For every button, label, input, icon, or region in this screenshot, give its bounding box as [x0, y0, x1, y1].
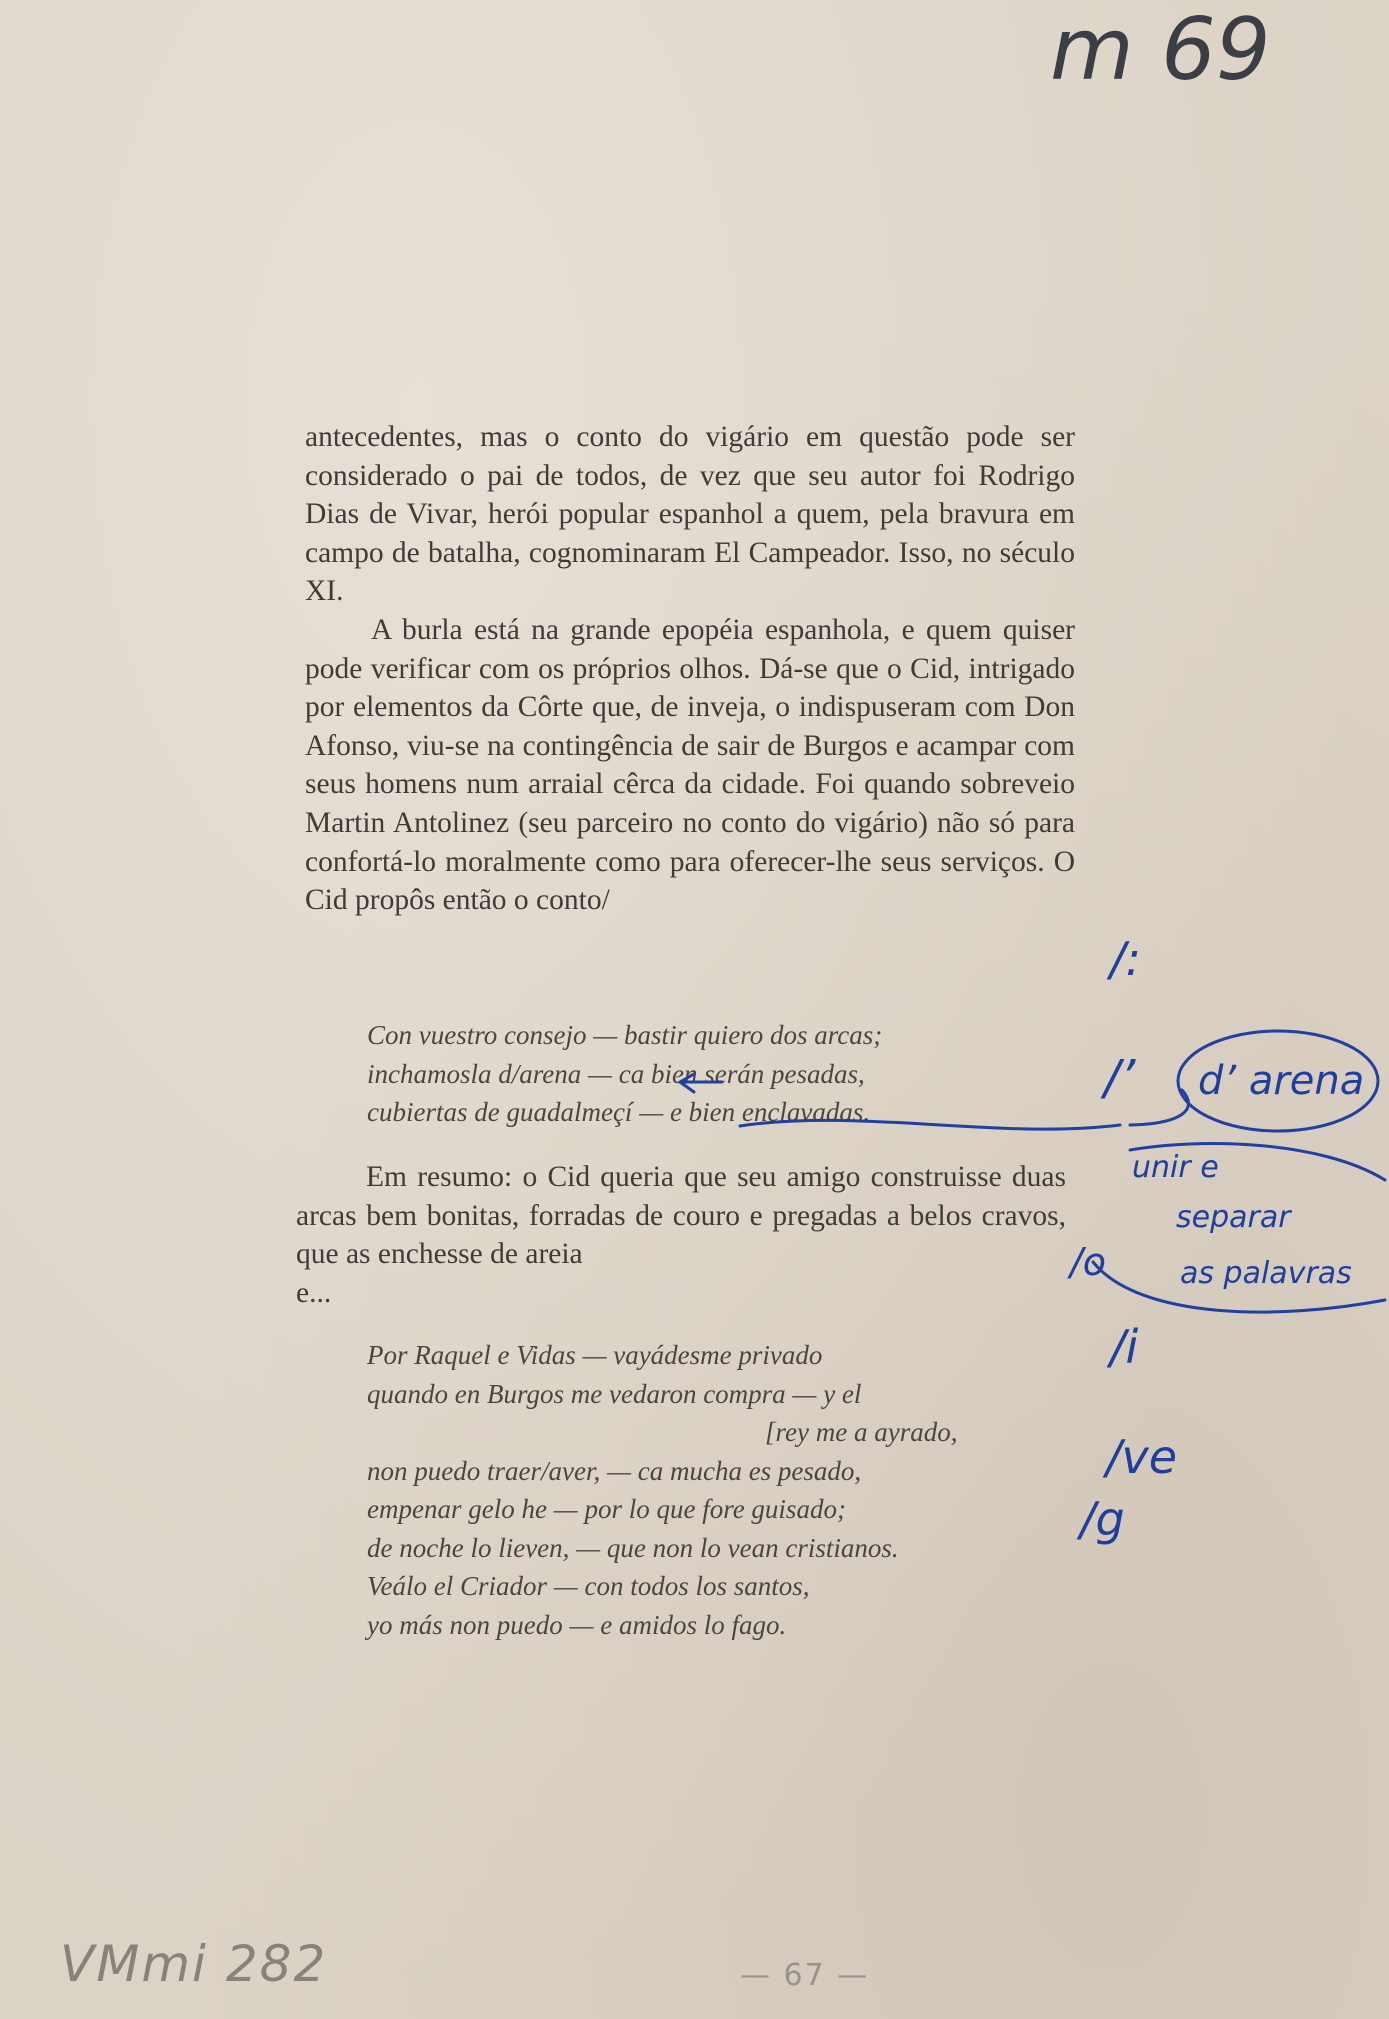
i-mark: /i [1110, 1320, 1139, 1374]
verse-line-continuation: [rey me a ayrado, [765, 1417, 958, 1447]
summary-paragraph: Em resumo: o Cid queria que seu amigo construisse duas arcas bem bonitas, forradas de couro e pregadas a belos cravos, que as enchesse de areia [296, 1161, 1066, 1271]
paragraph-1: antecedentes, mas o conto do vigário em questão pode ser considerado o pai de todos, de vez que seu autor foi Rodrigo Dias de Vivar, herói popular espanhol a quem, pela bravura em campo de batalha, cognominaram El Campeador. Isso, no século XI. [305, 421, 1075, 608]
verse-line: inchamosla d/arena — ca bien serán pesadas, [367, 1058, 865, 1089]
arena-mark: /’ [1104, 1050, 1136, 1106]
verse-line: empenar gelo he — por lo que fore guisado; [367, 1494, 846, 1524]
verse-line: quando en Burgos me vedaron compra — y el [367, 1378, 862, 1409]
page-number: — 67 — [740, 1958, 870, 1993]
arena-bubble-text: d’ arena [1198, 1058, 1365, 1104]
bubble-note-line-2: separar [1176, 1200, 1291, 1235]
verse-line: de noche lo lieven, — que non lo vean cristianos. [367, 1532, 899, 1563]
paragraph-2: A burla está na grande epopéia espanhola, e quem quiser pode verificar com os próprios olhos. Dá-se que o Cid, intrigado por elementos da Côrte que, de inveja, o indispuseram com Don Afonso, viu-se na contingência de sair de Burgos e acampar com seus homens num arraial cêrca da cidade. Foi quando sobreveio Martin Antolinez (seu parceiro no conto do vigário) não só para confortá-lo moralmente como para oferecer-lhe seus serviços. O Cid propôs então o conto/ [305, 613, 1075, 917]
g-mark: /g [1080, 1492, 1125, 1546]
bubble-note-line-3: as palavras [1180, 1256, 1352, 1291]
o-mark: /o [1070, 1240, 1107, 1284]
verse-line: Con vuestro consejo — bastir quiero dos arcas; [367, 1020, 883, 1050]
colon-mark: /: [1110, 932, 1141, 986]
folio-mark: m 69 [1050, 0, 1271, 100]
verse-line: cubiertas de guadalmeçí — e bien enclavadas. [367, 1097, 871, 1127]
verse-line: Por Raquel e Vidas — vayádesme privado [367, 1340, 823, 1370]
summary-ellipsis: e... [296, 1276, 332, 1309]
archive-code: VMmi 282 [60, 1935, 328, 1993]
verse-line: yo más non puedo — e amidos lo fago. [367, 1609, 787, 1640]
verse-line: non puedo traer/aver, — ca mucha es pesado, [367, 1455, 862, 1486]
verse-line: Veálo el Criador — con todos los santos, [367, 1571, 810, 1601]
ve-mark: /ve [1106, 1430, 1178, 1484]
bubble-note-line-1: unir e [1132, 1150, 1219, 1185]
